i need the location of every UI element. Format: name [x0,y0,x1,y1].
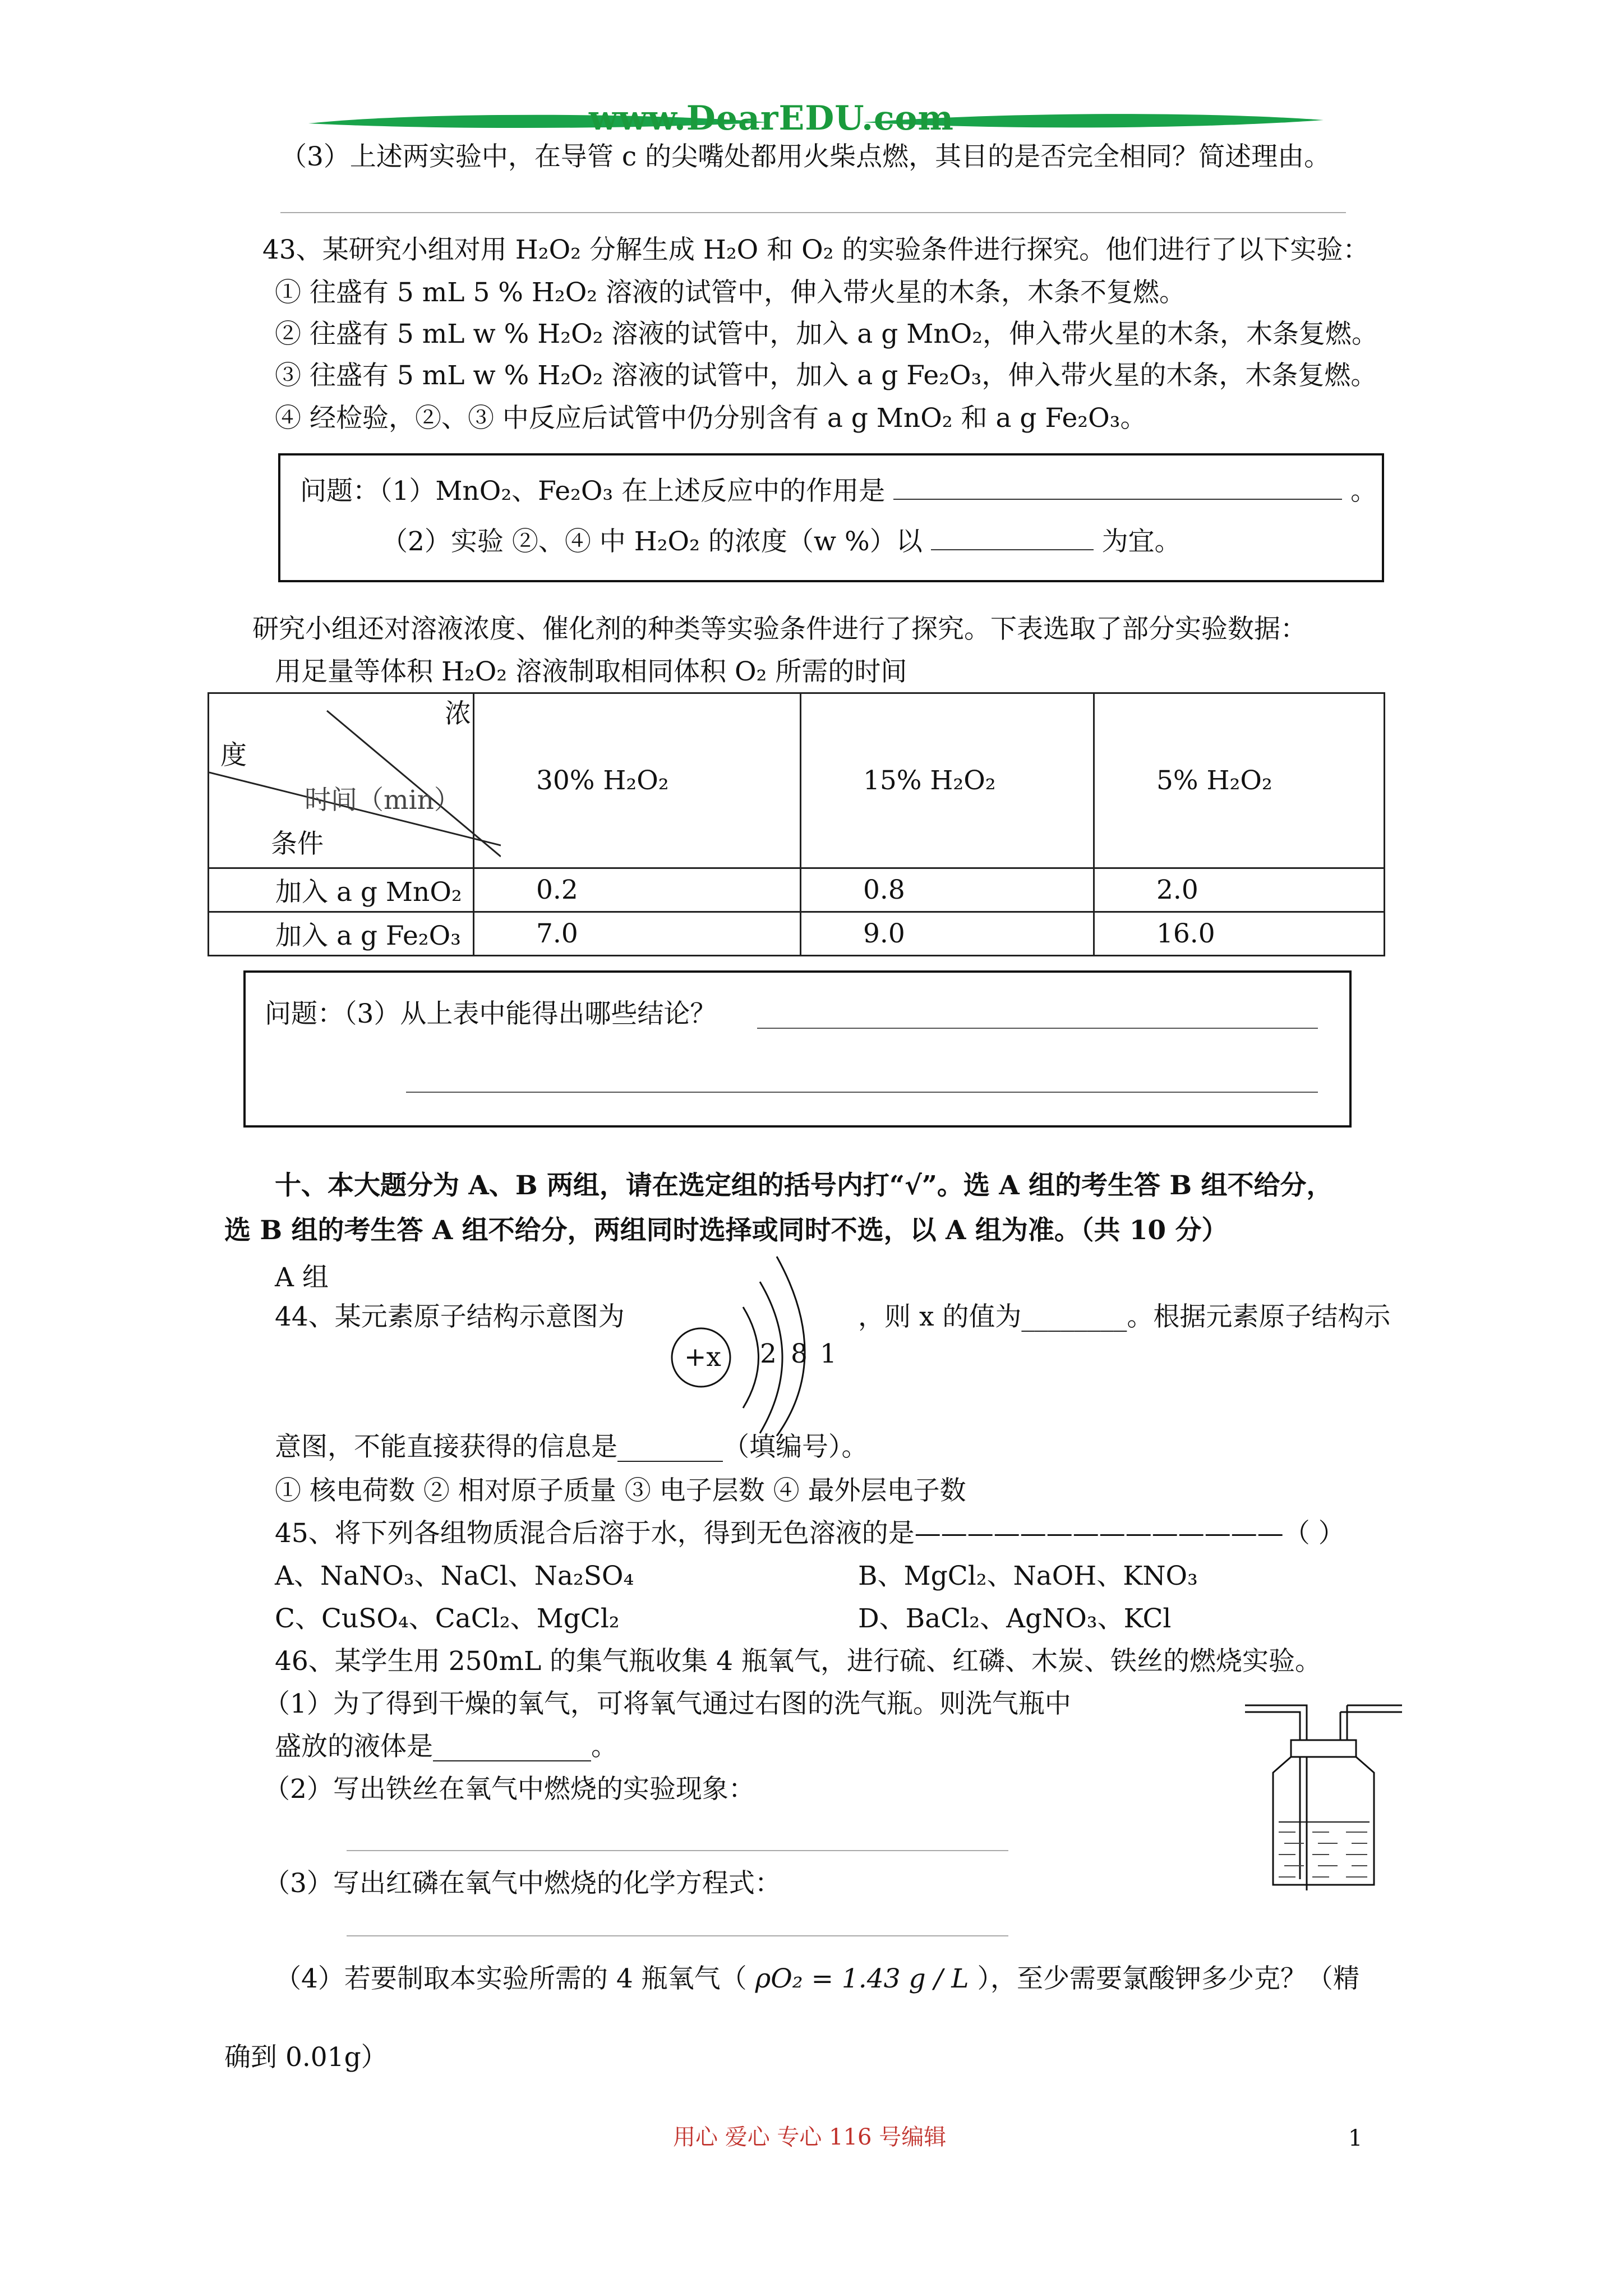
q46-p4-text-b: ），至少需要氯酸钾多少克？（精 [977,1963,1359,1994]
answer-blank[interactable] [931,527,1094,550]
corner-top: 浓 [445,698,471,729]
atom-structure-diagram [662,1223,852,1436]
section-title-1: 十、本大题分为 A、B 两组，请在选定组的括号内打“√”。选 A 组的考生答 B 组不给分， [275,1170,1333,1201]
q46-p3: （3）写出红磷在氧气中燃烧的化学方程式： [264,1868,781,1899]
table-row [209,868,1385,912]
table-cell: 7.0 [474,912,801,956]
q46-p4 [275,1963,1359,1995]
q45-stem: 45、将下列各组物质混合后溶于水，得到无色溶液的是——————————————（ ） [275,1518,1345,1549]
corner-time: 时间（min） [305,785,460,816]
gas-washing-bottle-icon [1239,1688,1408,1890]
column-header: 15% H₂O₂ [801,693,1094,868]
table-corner-cell [209,693,474,868]
box1-q1-text: 问题：（1）MnO₂、Fe₂O₃ 在上述反应中的作用是 [300,476,886,507]
q43-step4: ④ 经检验，②、③ 中反应后试管中仍分别含有 a g MnO₂ 和 a g Fe₂O₃。 [275,403,1147,434]
data-table [208,692,1385,956]
shell-count-1: 2 [760,1338,777,1369]
column-header: 5% H₂O₂ [1094,693,1385,868]
group-a-label: A 组 [275,1262,329,1293]
answer-line[interactable] [757,1028,1318,1029]
page-number: 1 [1348,2125,1363,2151]
answer-blank[interactable] [893,476,1342,500]
q43-intro: 43、某研究小组对用 H₂O₂ 分解生成 H₂O 和 O₂ 的实验条件进行探究。他们进行了以下实验： [262,234,1370,265]
question-box-1 [278,453,1384,582]
corner-mid: 度 [220,740,247,771]
shell-count-3: 1 [820,1338,837,1369]
answer-line[interactable] [347,1935,1008,1936]
table-cell: 0.8 [801,868,1094,912]
footer-text: 用心 爱心 专心 116 号编辑 [673,2124,947,2150]
box1-q2-text: （2）实验 ②、④ 中 H₂O₂ 的浓度（w %）以 [381,526,923,557]
corner-bottom: 条件 [271,829,324,859]
q45-option-a[interactable]: A、NaNO₃、NaCl、Na₂SO₄ [275,1561,634,1591]
box1-q2-end: 为宜。 [1101,526,1181,557]
shell-count-2: 8 [791,1338,808,1369]
box2-q3: 问题：（3）从上表中能得出哪些结论？ [265,999,717,1029]
row-label: 加入 a g MnO₂ [209,868,474,912]
q43-step3: ③ 往盛有 5 mL w % H₂O₂ 溶液的试管中，加入 a g Fe₂O₃，伸入带火星的木条，木条复燃。 [275,360,1377,391]
q45-option-b[interactable]: B、MgCl₂、NaOH、KNO₃ [858,1561,1198,1591]
q43-step2: ② 往盛有 5 mL w % H₂O₂ 溶液的试管中，加入 a g MnO₂，伸入带火星的木条，木条复燃。 [275,319,1378,349]
q42-sub3: （3）上述两实验中，在导管 c 的尖嘴处都用火柴点燃，其目的是否完全相同？简述理由。 [280,141,1331,172]
site-title: www.DearEDU.com [589,99,955,138]
table-cell: 0.2 [474,868,801,912]
column-header: 30% H₂O₂ [474,693,801,868]
q45-option-c[interactable]: C、CuSO₄、CaCl₂、MgCl₂ [275,1603,620,1634]
nucleus-label: +x [684,1342,721,1373]
q46-p1-b: 盛放的液体是____________。 [275,1731,617,1762]
table-caption: 用足量等体积 H₂O₂ 溶液制取相同体积 O₂ 所需的时间 [275,656,907,687]
q44-line1-a: 44、某元素原子结构示意图为 [275,1301,625,1332]
table-row [209,912,1385,956]
q44-options: ① 核电荷数 ② 相对原子质量 ③ 电子层数 ④ 最外层电子数 [275,1475,966,1506]
table-cell: 16.0 [1094,912,1385,956]
answer-line[interactable] [406,1092,1318,1093]
table-cell: 2.0 [1094,868,1385,912]
q44-line2: 意图，不能直接获得的信息是________（填编号）。 [275,1432,868,1462]
q46-p4-text: （4）若要制取本实验所需的 4 瓶氧气（ [275,1963,747,1994]
q44-line1-b: ，则 x 的值为________。根据元素原子结构示 [858,1301,1391,1332]
box1-q1-end: 。 [1350,476,1377,507]
answer-line [280,212,1346,213]
row-label: 加入 a g Fe₂O₃ [209,912,474,956]
q45-option-d[interactable]: D、BaCl₂、AgNO₃、KCl [858,1603,1172,1634]
section-title-2: 选 B 组的考生答 A 组不给分，两组同时选择或同时不选，以 A 组为准。（共 10 分） [224,1215,1228,1246]
table-cell: 9.0 [801,912,1094,956]
q43-step1: ① 往盛有 5 mL 5 % H₂O₂ 溶液的试管中，伸入带火星的木条，木条不复燃。 [275,277,1186,308]
box1-q2 [381,526,1181,558]
q46-p4-c: 确到 0.01g） [224,2042,388,2073]
q43-paragraph: 研究小组还对溶液浓度、催化剂的种类等实验条件进行了探究。下表选取了部分实验数据： [252,614,1307,645]
q46-stem: 46、某学生用 250mL 的集气瓶收集 4 瓶氧气，进行硫、红磷、木炭、铁丝的燃烧实验。 [275,1646,1321,1677]
answer-line[interactable] [347,1850,1008,1851]
q46-p2: （2）写出铁丝在氧气中燃烧的实验现象： [264,1774,755,1805]
density-formula: ρO₂ = 1.43 g / L [755,1963,969,1994]
q46-p1-a: （1）为了得到干燥的氧气，可将氧气通过右图的洗气瓶。则洗气瓶中 [264,1688,1071,1719]
box1-q1 [300,476,1377,507]
question-box-2 [243,970,1352,1128]
